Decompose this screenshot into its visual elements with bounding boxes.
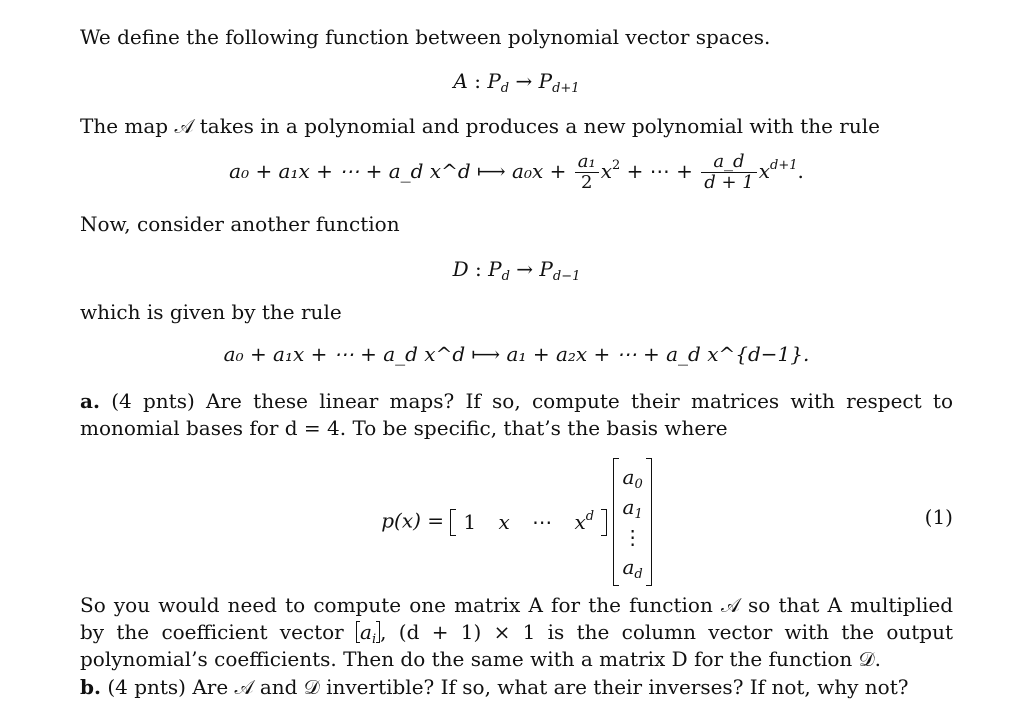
rule-A-mapsto: ⟼ [477,158,506,183]
rule-A-frac2-num: a_d [701,152,757,173]
part-b-label: b. [80,675,101,699]
part-a-text: (4 pnts) Are these linear maps? If so, compute their matrices with respect to monomial bases for d = 4. To be specific, that’s the basis where [80,389,954,440]
equation-number: (1) [924,505,953,529]
eq1-lhs: p(x) = [381,508,445,533]
rule-A-frac1 [575,152,599,193]
para-so-text-2: , (d + 1) × 1 is the column vector with the output polynomial’s coefficients. Then do the same with a matrix D for the function 𝒟. [80,620,954,671]
eq1-row-entry: x [498,509,510,534]
eq1-col-entry: $a_0$ [622,465,643,492]
eq1-col-entry: $a_d$ [622,555,643,582]
rule-A-frac2 [701,152,757,193]
document-page [80,0,953,726]
rule-A-lhs: a₀ + a₁x + ⋯ + a_d x^d [229,158,471,183]
rule-A-middle: + ⋯ + [626,158,693,183]
coefficient-vector: $a_i$ [356,621,380,643]
map-A-domain: P [487,69,501,93]
rule-A-rhs-first: a₀x + [512,158,567,183]
equation-1 [80,458,953,586]
now-text: Now, consider another function [80,212,400,236]
rule-A-frac2-den: d + 1 [704,171,754,193]
map-D-name: D [452,257,469,281]
part-a [80,388,953,442]
map-A-domain-sub: d [500,81,510,96]
map-D-domain-sub: d [501,269,510,284]
eq1-row-entry: 1 [463,509,477,534]
para-so [80,592,953,673]
eq1-row-vector [450,509,607,536]
rule-A-intro: The map 𝒜 takes in a polynomial and produces a new polynomial with the rule [80,114,880,138]
map-D-codomain-sub: d−1 [552,269,581,284]
part-b [80,674,953,701]
part-a-label: a. [80,389,100,413]
map-A-arrow: → [515,69,533,93]
rule-A-frac1-num: a₁ [575,152,599,173]
map-A-name: A [453,69,468,93]
rule-A-term2-pow: d+1 [770,157,798,173]
eq1-col-entry: ⋮ [622,525,643,549]
rule-D-lhs: a₀ + a₁x + ⋯ + a_d x^d [223,342,466,366]
eq1-col-entry: $a_1$ [622,495,643,522]
eq1-column-vector [613,458,651,586]
eq1-row-entry: $x^d$ [574,508,595,534]
map-A-codomain-sub: d+1 [552,81,580,96]
rule-A-frac1-den: 2 [581,171,593,193]
part-b-text: (4 pnts) Are 𝒜 and 𝒟 invertible? If so, what are their inverses? If not, why not? [107,675,909,699]
rule-D-equation: a₀ + a₁x + ⋯ + a_d x^d ⟼ a₁ + a₂x + ⋯ + a_d x^{d−1}. [223,342,810,366]
rule-D-rhs: a₁ + a₂x + ⋯ + a_d x^{d−1}. [506,342,810,366]
para-so-text-1: So you would need to compute one matrix A for the function 𝒜 so that A multiplied by the coefficient vector [80,593,953,644]
rule-D-intro: which is given by the rule [80,300,342,324]
map-D-definition: D : $P_d \to P_{d-1}$ [452,257,581,284]
rule-A-equation: a₀ + a₁x + ⋯ + a_d x^d ⟼ a₀x + $\frac{\text{a₁}}{2}$ $x^2$ + ⋯ + $\frac{a\_d}{d + 1}$ $x^{d+1}$. [229,151,804,193]
eq1-row-entry: ⋯ [532,509,553,534]
map-A-definition: A : $P_d \to P_{d+1}$ [453,69,580,96]
intro-text: We define the following function between polynomial vector spaces. [80,25,771,49]
map-A-codomain: P [538,69,553,93]
rule-A-term1-pow: 2 [611,157,621,173]
